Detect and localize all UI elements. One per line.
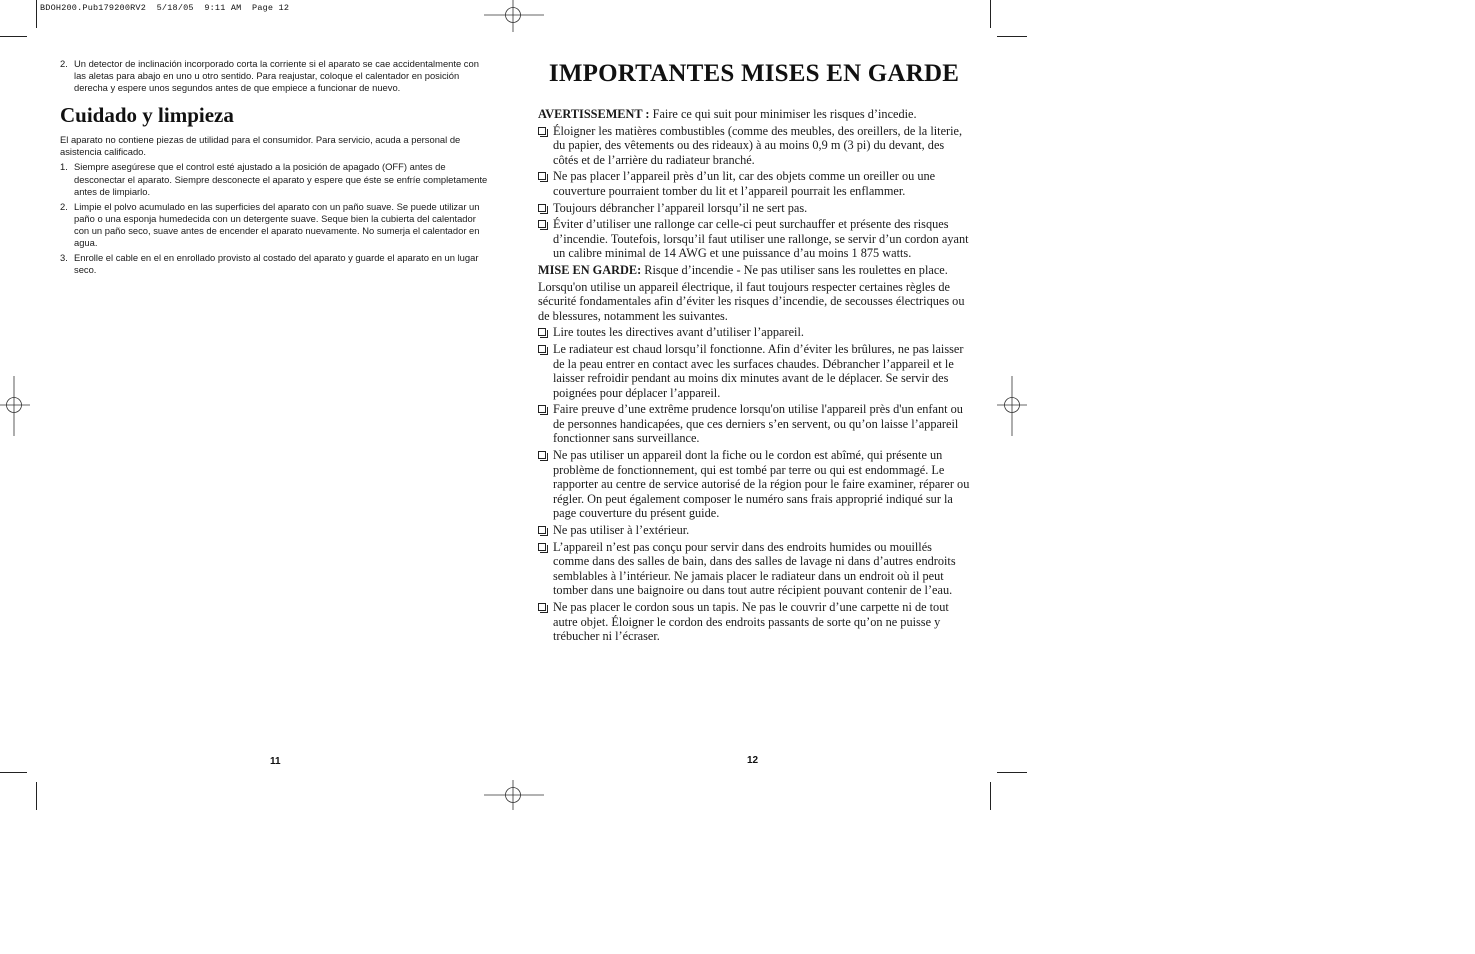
checklist-text: Toujours débrancher l’appareil lorsqu’il ne sert pas. — [553, 200, 808, 215]
checkbox-bullet-icon — [538, 172, 546, 180]
checkbox-bullet-icon — [538, 328, 546, 336]
page-number-left: 11 — [270, 756, 281, 767]
caution-label: MISE EN GARDE: — [538, 262, 642, 277]
checklist-text: Éloigner les matières combustibles (comme des meubles, des oreillers, de la literie, du papier, des vêtements ou des rideaux) à au moins 0,9 m (3 pi) du devant, des côtés et de l’arrière du radiateur branché. — [553, 123, 963, 167]
list-text: Siempre asegúrese que el control esté ajustado a la posición de apagado (OFF) antes de desconectar el aparato. Siempre desconecte el aparato y espere que éste se enfríe completamente antes de limpiarlo. — [74, 161, 488, 197]
crop-mark — [990, 782, 991, 810]
print-slug: BDOH200.Pub179200RV2 5/18/05 9:11 AM Page 12 — [40, 3, 290, 13]
checkbox-bullet-icon — [538, 543, 546, 551]
checkbox-bullet-icon — [538, 204, 546, 212]
checkbox-bullet-icon — [538, 526, 546, 534]
list-number: 2. — [60, 58, 68, 69]
checklist-item — [538, 523, 970, 538]
caution-text: Risque d’incendie - Ne pas utiliser sans les roulettes en place. — [641, 262, 948, 277]
list-number: 1. — [60, 161, 68, 173]
checklist-text: Ne pas placer le cordon sous un tapis. Ne pas le couvrir d’une carpette ni de tout autre objet. Éloigner le cordon des endroits passants de sorte qu’on ne puisse y trébucher ni l’écraser. — [553, 600, 949, 644]
page-number-right: 12 — [747, 755, 759, 766]
checklist-text: Faire preuve d’une extrême prudence lorsqu'on utilise l'appareil près d'un enfant ou de personnes handicapées, que ces derniers s’en servent, ou qu’on laisse l’appareil fonctionner sans surveillance. — [553, 402, 963, 446]
intro-list — [60, 58, 492, 94]
checklist-text: L’appareil n’est pas conçu pour servir dans des endroits humides ou mouillés comme dans des salles de bain, dans des salles de lavage ni dans d’autres endroits semblables à l’intérieur. Ne jamais placer le radiateur dans un endroit où il peut tomber dans une baignoire ou dans tout autre récipient pouvant contenir de l’eau. — [553, 539, 956, 598]
checklist-item — [538, 540, 970, 598]
list-text: Enrolle el cable en el en enrollado provisto al costado del aparato y guarde el aparato en un lugar seco. — [74, 252, 479, 276]
checklist-item — [538, 448, 970, 521]
checklist-text: Ne pas utiliser un appareil dont la fiche ou le cordon est abîmé, qui présente un problème de fonctionnement, qui est tombé par terre ou qui est endommagé. Le rapporter au centre de service autorisé de la région pour le faire examiner, réparer ou régler. On peut également composer le numéro sans frais approprié indiqué sur la page couverture du présent guide. — [553, 448, 970, 521]
crop-mark — [997, 772, 1027, 773]
warning-paragraph — [538, 107, 970, 122]
care-list — [60, 161, 492, 276]
page-title: IMPORTANTES MISES EN GARDE — [548, 60, 960, 87]
warning-label: AVERTISSEMENT : — [538, 107, 650, 121]
list-item — [60, 58, 492, 94]
checklist-text: Le radiateur est chaud lorsqu’il fonctionne. Afin d’éviter les brûlures, ne pas laisser de la peau entrer en contact avec les surfaces chaudes. Débrancher l’appareil et le laisser refroidir pendant au moins dix minutes avant de le déplacer. Se servir des poignées pour déplacer l’appareil. — [553, 341, 964, 400]
checkbox-bullet-icon — [538, 127, 546, 135]
checklist-item — [538, 600, 970, 644]
checkbox-bullet-icon — [538, 603, 546, 611]
list-text: Limpie el polvo acumulado en las superficies del aparato con un paño suave. Se puede utilizar un paño o una esponja humedecida con un detergente suave. Seque bien la cubierta del calentador con un paño seco, suave antes de encender el aparato nuevamente. No sumerja el calentador en agua. — [74, 200, 480, 249]
list-item — [60, 161, 492, 197]
list-number: 2. — [60, 200, 68, 212]
crop-mark — [990, 0, 991, 28]
checklist-item — [538, 124, 970, 168]
checklist-text: Ne pas placer l’appareil près d’un lit, car des objets comme un oreiller ou une couverture pourraient tomber du lit et l’appareil pourrait les enflammer. — [553, 169, 936, 198]
crop-mark — [36, 0, 37, 28]
crop-mark — [36, 782, 37, 810]
checklist-item — [538, 201, 970, 216]
caution-paragraph — [538, 263, 970, 278]
checklist-text: Ne pas utiliser à l’extérieur. — [553, 523, 690, 538]
checklist-item — [538, 402, 970, 446]
crop-mark — [0, 36, 27, 37]
list-text: Un detector de inclinación incorporado corta la corriente si el aparato se cae accidentalmente con las aletas para abajo en uno u otro sentido. Para reajustar, coloque el calentador en posición derecha y espere unos segundos antes de que empiece a funcionar de nuevo. — [74, 58, 479, 94]
checklist-item — [538, 217, 970, 261]
left-page-content — [60, 58, 492, 279]
list-item — [60, 252, 492, 276]
checkbox-bullet-icon — [538, 405, 546, 413]
checklist-item — [538, 342, 970, 400]
registration-mark-icon — [0, 376, 30, 436]
general-paragraph: Lorsqu'on utilise un appareil électrique, il faut toujours respecter certaines règles de sécurité fondamentales afin d’éviter les risques d’incendie, de secousses électriques ou de blessures, notamment les suivantes. — [538, 279, 965, 323]
section-heading: Cuidado y limpieza — [60, 103, 234, 128]
checkbox-bullet-icon — [538, 451, 546, 459]
checkbox-bullet-icon — [538, 220, 546, 228]
crop-mark — [997, 36, 1027, 37]
checklist-item — [538, 325, 970, 340]
checklist-text: Lire toutes les directives avant d’utiliser l’appareil. — [553, 325, 804, 340]
list-number: 3. — [60, 252, 68, 264]
list-item — [60, 201, 492, 249]
checklist-item — [538, 169, 970, 198]
registration-mark-icon — [484, 780, 544, 810]
right-page-content — [538, 58, 970, 646]
section-paragraph: El aparato no contiene piezas de utilidad para el consumidor. Para servicio, acuda a personal de asistencia calificado. — [60, 134, 461, 158]
registration-mark-icon — [484, 0, 544, 32]
registration-mark-icon — [997, 376, 1027, 436]
warning-text: Faire ce qui suit pour minimiser les risques d’incedie. — [649, 107, 917, 121]
crop-mark — [0, 772, 27, 773]
checkbox-bullet-icon — [538, 345, 546, 353]
checklist-text: Éviter d’utiliser une rallonge car celle-ci peut surchauffer et présente des risques d’incendie. Toutefois, lorsqu’il faut utiliser une rallonge, se servir d’un cordon ayant un calibre minimal de 14 AWG et une puissance d’au moins 1 875 watts. — [553, 217, 969, 261]
